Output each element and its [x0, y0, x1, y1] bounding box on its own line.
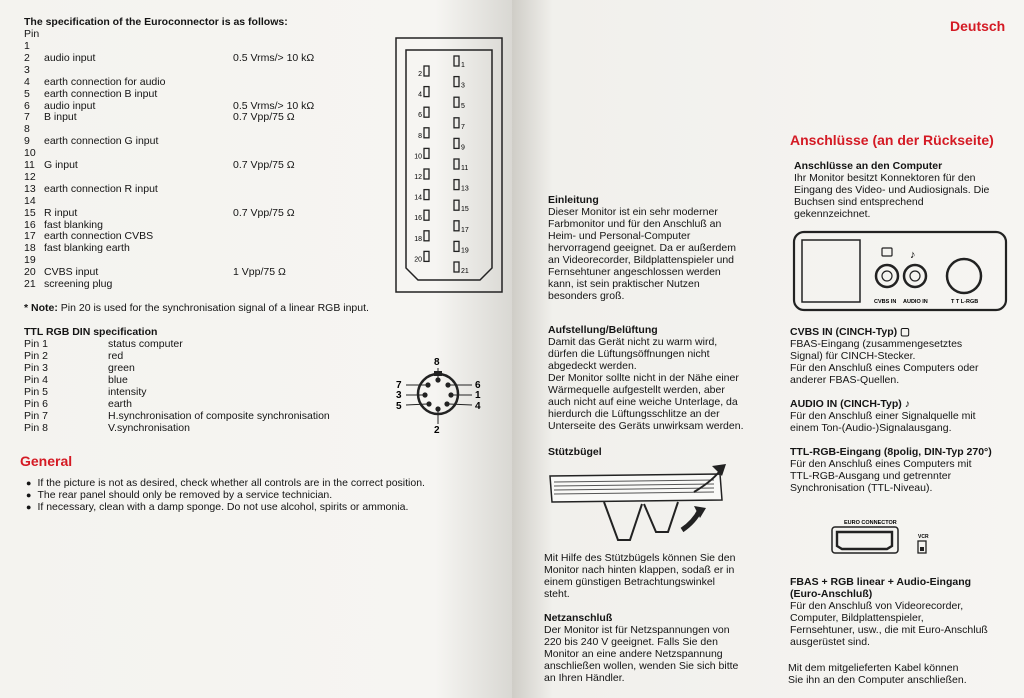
scart-pin-left: [424, 169, 429, 179]
scart-pin-label: 21: [461, 268, 469, 275]
ttl-pin-description: V.synchronisation: [108, 422, 190, 434]
text-line: abgedeckt werden.: [548, 360, 637, 372]
scart-pin-right: [454, 138, 459, 148]
scart-pin-right: [454, 56, 459, 66]
pin-number: 14: [24, 194, 36, 207]
scart-pin-label: 7: [461, 123, 465, 131]
text-line: 220 bis 240 V geeignet. Falls Sie den: [544, 636, 718, 648]
pin-description: fast blanking earth: [44, 242, 130, 255]
computer-title: Anschlüsse an den Computer: [794, 160, 943, 172]
ttl-pin-number: Pin 7: [24, 410, 48, 422]
fbas-title: [790, 576, 988, 600]
din-connector-diagram: [394, 354, 489, 434]
text-line: Unterseite des Geräts unwirksam werden.: [548, 420, 744, 432]
scart-pin-right: [454, 241, 459, 251]
ttl-pin-description: H.synchronisation of composite synchronisation: [108, 410, 330, 422]
pin-value: 0.7 Vpp/75 Ω: [233, 206, 295, 219]
cvbs-panel-label: CVBS IN: [874, 299, 897, 305]
pin-description: screening plug: [44, 278, 113, 290]
scart-pin-left: [424, 251, 429, 261]
ttl-pin-description: blue: [108, 374, 128, 386]
text-line: steht.: [544, 588, 570, 600]
scart-pin-label: 10: [414, 153, 422, 161]
ttl-input-title: TTL-RGB-Eingang (8polig, DIN-Typ 270°): [790, 446, 992, 458]
pin-value: 1 Vpp/75 Ω: [233, 266, 286, 279]
text-line: Synchronisation (TTL-Niveau).: [790, 482, 933, 494]
scart-pin-label: 20: [414, 256, 422, 264]
audio-title: AUDIO IN (CINCH-Typ) ♪: [790, 398, 910, 410]
text-line: Mit dem mitgelieferten Kabel können: [788, 662, 959, 674]
general-item-text: If necessary, clean with a damp sponge. Do not use alcohol, spirits or ammonia.: [37, 501, 409, 513]
pin-number: 15: [24, 206, 36, 219]
scart-pin-label: 11: [461, 165, 469, 172]
text-line: Wärmequelle aufgestellt werden, aber: [548, 384, 725, 396]
text-line: Sie ihn an den Computer anschließen.: [788, 674, 967, 686]
pin-number: 19: [24, 254, 36, 267]
rear-panel-diagram: [792, 228, 1012, 316]
spec-title: The specification of the Euroconnector is as follows:: [24, 16, 288, 28]
scart-pin-left: [424, 66, 429, 76]
din-label-7: 7: [396, 380, 402, 391]
cvbs-title: CVBS IN (CINCH-Typ) ▢: [790, 326, 910, 338]
text-line: Buchsen sind entsprechend: [794, 196, 924, 208]
pin-number: 1: [24, 40, 30, 52]
din-label-4: 4: [475, 401, 481, 412]
pin-number: 16: [24, 218, 36, 231]
aufstellung-text: [548, 336, 744, 432]
scart-pin-left: [424, 231, 429, 241]
pin-value: 0.5 Vrms/> 10 kΩ: [233, 51, 315, 64]
scart-pin-label: 13: [461, 185, 469, 193]
text-line: hierdurch die Lüftungsschlitze an der: [548, 408, 720, 420]
cable-text: [788, 662, 967, 686]
scart-pin-right: [454, 118, 459, 128]
pin-number: 4: [24, 75, 30, 88]
euro-connector-label: EURO CONNECTOR: [844, 520, 897, 526]
din-label-6: 6: [475, 380, 481, 391]
general-title: General: [20, 453, 73, 469]
scart-pin-left: [424, 87, 429, 97]
einleitung-block: [548, 194, 736, 302]
pin-description: earth connection for audio: [44, 75, 166, 88]
text-line: Für den Anschluß von Videorecorder,: [790, 600, 964, 612]
pin-description: CVBS input: [44, 266, 99, 279]
text-line: anderer FBAS-Quellen.: [790, 374, 900, 386]
einleitung-text: [548, 206, 736, 302]
ttl-pin-number: Pin 4: [24, 374, 48, 386]
text-line: Ihr Monitor besitzt Konnektoren für den: [794, 172, 976, 184]
text-line: Für den Anschluß eines Computers oder: [790, 362, 979, 374]
stutz-text: [544, 552, 735, 600]
scart-pin-label: 8: [418, 132, 422, 140]
text-line: an Ihren Händler.: [544, 672, 625, 684]
din-label-5: 5: [396, 401, 402, 412]
scart-pin-right: [454, 262, 459, 272]
scart-pin-label: 14: [414, 194, 422, 202]
scart-pin-label: 16: [414, 215, 422, 223]
note-label: * Note:: [24, 302, 58, 314]
pin-description: R input: [44, 206, 78, 219]
text-line: Damit das Gerät nicht zu warm wird,: [548, 336, 718, 348]
ttl-pin-number: Pin 8: [24, 422, 48, 434]
pin-number: 7: [24, 111, 30, 124]
text-line: TTL-RGB-Ausgang und getrennter: [790, 470, 952, 482]
pin-number: 13: [24, 182, 36, 195]
language-label: Deutsch: [950, 18, 1006, 34]
stutz-block: [544, 552, 735, 600]
cable-block: [788, 662, 967, 686]
general-item: [26, 489, 332, 501]
text-line: einem günstigen Betrachtungswinkel: [544, 576, 716, 588]
netz-title: Netzanschluß: [544, 612, 613, 624]
scart-pin-left: [424, 107, 429, 117]
cvbs-text: [790, 338, 979, 386]
pin-description: G input: [44, 159, 78, 171]
scart-pin-label: 2: [418, 71, 422, 78]
text-line: Heim- und Personal-Computer: [548, 230, 691, 242]
stutz-title: Stützbügel: [548, 446, 602, 458]
euro-connector-diagram: [830, 516, 940, 560]
text-line: Dieser Monitor ist ein sehr moderner: [548, 206, 718, 218]
pin-number: 21: [24, 278, 36, 290]
audio-text: [790, 410, 976, 434]
scart-pin-label: 1: [461, 62, 465, 69]
scart-pin-right: [454, 77, 459, 87]
vcr-label: VCR: [918, 534, 929, 540]
pin-description: earth connection CVBS: [44, 230, 154, 243]
text-line: besonders groß.: [548, 290, 625, 302]
section-title: Anschlüsse (an der Rückseite): [790, 132, 994, 148]
text-line: dürfen die Lüftungsöffnungen nicht: [548, 348, 710, 360]
pin-number: 20: [24, 266, 36, 279]
scart-pin-label: 6: [418, 112, 422, 120]
text-line: an Videorecorder, Bildplattenspieler und: [548, 254, 735, 266]
cvbs-block: [790, 326, 979, 386]
scart-pin-right: [454, 159, 459, 169]
pin-number: 2: [24, 51, 30, 64]
pin-description: earth connection G input: [44, 135, 159, 148]
ttl-pin-number: Pin 2: [24, 350, 48, 362]
pin-description: B input: [44, 111, 77, 124]
pin-description: fast blanking: [44, 218, 103, 231]
pin-value: 0.7 Vpp/75 Ω: [233, 111, 295, 124]
ttl-pin-number: Pin 1: [24, 338, 48, 350]
text-line: Fernsehtuner angeschlossen werden: [548, 266, 721, 278]
scart-pin-left: [424, 210, 429, 220]
text-line: (Euro-Anschluß): [790, 588, 873, 600]
pin-value: 0.5 Vrms/> 10 kΩ: [233, 99, 315, 112]
ttl-pin-description: red: [108, 350, 124, 362]
pin-description: earth connection R input: [44, 182, 158, 195]
ttl-pin-number: Pin 5: [24, 386, 48, 398]
ttl-title: TTL RGB DIN specification: [24, 326, 158, 338]
fbas-text: [790, 600, 988, 648]
ttl-pin-number: Pin 6: [24, 398, 48, 410]
text-line: Fernsehtuner, usw., die mit Euro-Anschluß: [790, 624, 988, 636]
text-line: Eingang des Video- und Audiosignals. Die: [794, 184, 990, 196]
computer-block: [794, 160, 989, 220]
text-line: Der Monitor sollte nicht in der Nähe einer: [548, 372, 739, 384]
din-label-1: 1: [475, 390, 481, 401]
text-line: gekennzeichnet.: [794, 208, 871, 220]
scart-pin-label: 19: [461, 247, 469, 255]
text-line: Farbmonitor und für den Anschluß an: [548, 218, 722, 230]
pin-number: 12: [24, 170, 36, 183]
general-item: [26, 501, 408, 513]
scart-pin-left: [424, 190, 429, 200]
general-item: [26, 477, 425, 489]
text-line: ausgerüstet sind.: [790, 636, 870, 648]
pin-number: 18: [24, 242, 36, 255]
scart-pin-label: 3: [461, 82, 465, 90]
pin-description: audio input: [44, 99, 96, 112]
scart-pin-label: 4: [418, 91, 422, 99]
text-line: kann, ist sein praktischer Nutzen: [548, 278, 700, 290]
text-line: Mit Hilfe des Stützbügels können Sie den: [544, 552, 736, 564]
text-line: Monitor an eine andere Netzspannung: [544, 648, 723, 660]
music-note-icon: ♪: [910, 249, 916, 261]
netz-text: [544, 624, 738, 684]
stand-illustration: [544, 462, 744, 552]
scart-pin-label: 15: [461, 206, 469, 214]
text-line: einem Ton-(Audio-)Signalausgang.: [790, 422, 952, 434]
audio-panel-label: AUDIO IN: [903, 299, 928, 305]
note: [24, 302, 369, 314]
din-label-3: 3: [396, 390, 402, 401]
netz-block: [544, 612, 738, 684]
ttl-pin-number: Pin 3: [24, 362, 48, 374]
scart-pin-left: [424, 148, 429, 158]
general-item-text: If the picture is not as desired, check whether all controls are in the correct position.: [37, 477, 425, 489]
text-line: hervorragend geeignet. Da er außerdem: [548, 242, 736, 254]
pin-number: 9: [24, 135, 30, 148]
ttl-pin-description: green: [108, 362, 135, 374]
scart-pin-label: 9: [461, 144, 465, 152]
pin-number: 3: [24, 63, 30, 76]
scart-pin-label: 12: [414, 174, 422, 181]
pin-number: 11: [24, 159, 35, 171]
scart-pin-right: [454, 200, 459, 210]
aufstellung-title: Aufstellung/Belüftung: [548, 324, 658, 336]
aufstellung-block: [548, 324, 744, 432]
text-line: Monitor nach hinten klappen, sodaß er in: [544, 564, 735, 576]
ttl-pin-description: intensity: [108, 386, 147, 398]
scart-connector-diagram: [394, 36, 504, 294]
computer-text: [794, 172, 989, 220]
right-page: [512, 0, 1024, 698]
pin-number: 17: [24, 230, 36, 243]
text-line: FBAS + RGB linear + Audio-Eingang: [790, 576, 972, 588]
pin-description: earth connection B input: [44, 87, 158, 100]
text-line: Für den Anschluß eines Computers mit: [790, 458, 972, 470]
pin-number: 6: [24, 99, 30, 112]
scart-pin-label: 18: [414, 235, 422, 243]
pin-description: audio input: [44, 51, 96, 64]
text-line: Der Monitor ist für Netzspannungen von: [544, 624, 730, 636]
din-label-8: 8: [434, 357, 440, 368]
text-line: auch nicht auf eine weiche Unterlage, da: [548, 396, 738, 408]
scart-pin-label: 5: [461, 103, 465, 111]
ttl-pin-description: earth: [108, 398, 132, 410]
text-line: Computer, Bildplattenspieler,: [790, 612, 924, 624]
einleitung-title: Einleitung: [548, 194, 599, 206]
fbas-block: [790, 576, 988, 648]
scart-pin-left: [424, 128, 429, 138]
pin-value: 0.7 Vpp/75 Ω: [233, 159, 295, 171]
pin-number: 8: [24, 123, 30, 136]
text-line: anschließen wollen, wenden Sie sich bitte: [544, 660, 739, 672]
ttl-input-text: [790, 458, 992, 494]
text-line: Für den Anschluß einer Signalquelle mit: [790, 410, 976, 422]
scart-pin-right: [454, 221, 459, 231]
scart-pin-right: [454, 180, 459, 190]
scart-pin-right: [454, 97, 459, 107]
pin-header: Pin: [24, 28, 40, 40]
pin-number: 5: [24, 87, 30, 100]
ttl-pin-description: status computer: [108, 338, 183, 350]
audio-block: [790, 398, 976, 434]
general-item-text: The rear panel should only be removed by a service technician.: [37, 489, 333, 501]
scart-pin-label: 17: [461, 226, 469, 234]
ttl-block: [790, 446, 992, 494]
din-label-2: 2: [434, 425, 440, 434]
ttl-panel-label: T T L-RGB: [951, 299, 979, 305]
note-text: Pin 20 is used for the synchronisation signal of a linear RGB input.: [60, 302, 369, 314]
text-line: Signal) für CINCH-Stecker.: [790, 350, 916, 362]
pin-number: 10: [24, 147, 36, 160]
text-line: FBAS-Eingang (zusammengesetztes: [790, 338, 963, 350]
